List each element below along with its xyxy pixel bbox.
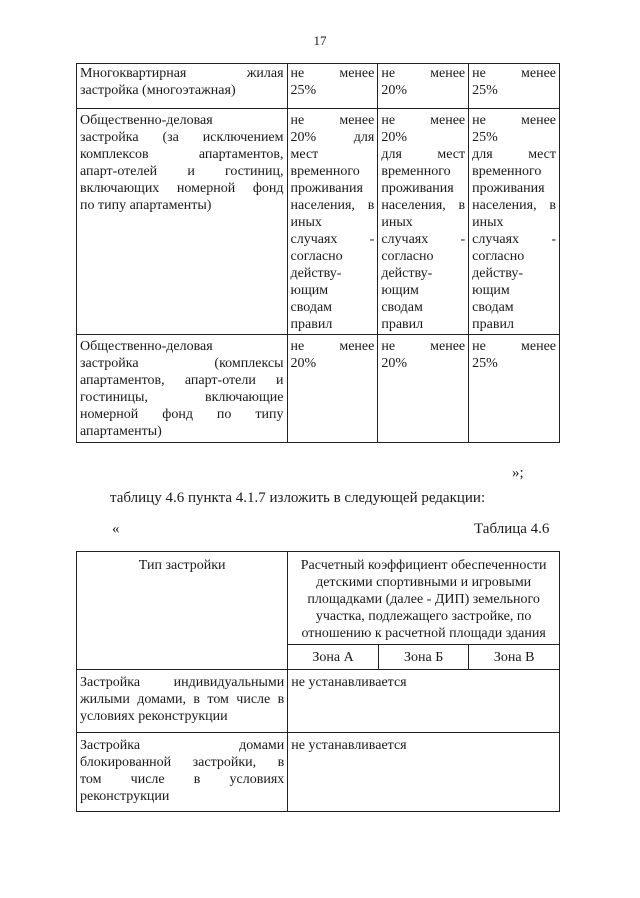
zone-value-line: иных bbox=[381, 215, 413, 230]
zone-value-line: 25% bbox=[472, 356, 498, 371]
zone-value-line: случаях - bbox=[472, 232, 556, 247]
zone-value-cell bbox=[287, 335, 378, 443]
zone-value-line: не менее bbox=[290, 113, 375, 128]
zoning-table-continuation bbox=[76, 63, 560, 443]
building-type-cell bbox=[77, 109, 288, 335]
zone-value-line: 20% bbox=[290, 356, 317, 371]
building-type-cell bbox=[77, 670, 288, 733]
zone-value-line: проживания bbox=[381, 181, 454, 196]
zone-value-cell bbox=[378, 109, 469, 335]
zone-value-line: 20% bbox=[381, 356, 407, 371]
building-type-line: условиях реконструкции bbox=[80, 709, 228, 724]
zone-value-line: мест bbox=[290, 147, 319, 162]
table-header-row bbox=[77, 552, 560, 645]
zone-value-line: не менее bbox=[381, 339, 466, 354]
playground-coefficient-table bbox=[76, 551, 560, 812]
building-type-line: Застройка индивидуальными bbox=[80, 675, 285, 690]
zone-value-line: не менее bbox=[472, 113, 556, 128]
zone-value-cell bbox=[378, 335, 469, 443]
page-number: 17 bbox=[313, 33, 327, 48]
building-type-line: номерной фонд по типу bbox=[80, 407, 284, 422]
building-type-line: включающих номерной фонд bbox=[80, 181, 284, 196]
zone-value-cell bbox=[287, 109, 378, 335]
building-type-line: реконструкции bbox=[80, 789, 170, 804]
building-type-line: том числе в условиях bbox=[80, 772, 285, 787]
zone-value-line: для мест bbox=[381, 147, 466, 162]
building-type-cell bbox=[77, 64, 288, 109]
zone-value-line: временного bbox=[472, 164, 542, 179]
zone-value-line: не менее bbox=[472, 339, 556, 354]
zone-value-line: действу- bbox=[290, 266, 342, 281]
zone-value-line: 20% bbox=[381, 130, 407, 145]
zone-value-line: 20% для bbox=[290, 130, 375, 145]
table-row bbox=[77, 733, 560, 812]
zone-value-line: не менее bbox=[290, 66, 375, 81]
zone-a-header: Зона А bbox=[288, 645, 379, 670]
coefficient-value-cell: не устанавливается bbox=[288, 670, 560, 733]
header-type-cell bbox=[77, 552, 288, 670]
zone-value-line: сводам bbox=[381, 300, 423, 315]
building-type-line: апартаментов, апарт-отели и bbox=[80, 373, 284, 388]
building-type-line: жилыми домами, в том числе в bbox=[80, 692, 285, 707]
amendment-instruction: таблицу 4.6 пункта 4.1.7 изложить в следующей редакции: bbox=[110, 490, 486, 506]
building-type-line: блокированной застройки, в bbox=[80, 755, 285, 770]
building-type-line: Многоквартирная жилая bbox=[80, 66, 284, 81]
header-coef-label: Расчетный коэффициент обеспеченности детскими спортивными и игровыми площадками (далее - ДИП) земельного участка, подлежащего застройке, по отношению к расчетной площади здания bbox=[300, 558, 547, 641]
zone-value-line: согласно bbox=[290, 249, 343, 264]
table-row bbox=[77, 64, 560, 109]
zone-value-line: не менее bbox=[290, 339, 375, 354]
table-row bbox=[77, 335, 560, 443]
building-type-line: Общественно-деловая bbox=[80, 339, 213, 354]
zone-value-line: временного bbox=[290, 164, 360, 179]
building-type-line: застройка (за исключением bbox=[80, 130, 284, 145]
building-type-line: комплексов апартаментов, bbox=[80, 147, 284, 162]
zone-value-line: ющим bbox=[472, 283, 510, 298]
zone-value-line: проживания bbox=[472, 181, 545, 196]
table-title: Таблица 4.6 bbox=[474, 521, 550, 537]
building-type-line: застройка (многоэтажная) bbox=[80, 83, 236, 98]
zone-value-line: не менее bbox=[381, 66, 466, 81]
zone-value-line: ющим bbox=[290, 283, 329, 298]
zone-value-cell bbox=[469, 109, 560, 335]
zone-value-line: населения, в bbox=[290, 198, 375, 213]
zone-value-line: 25% bbox=[472, 130, 498, 145]
zone-value-line: случаях - bbox=[290, 232, 375, 247]
zone-b-header: Зона Б bbox=[378, 645, 469, 670]
zone-value-line: согласно bbox=[381, 249, 434, 264]
zone-value-line: иных bbox=[290, 215, 322, 230]
closing-quote: »; bbox=[512, 465, 524, 481]
zone-value-line: сводам bbox=[472, 300, 514, 315]
zone-value-line: действу- bbox=[381, 266, 433, 281]
building-type-cell bbox=[77, 733, 288, 812]
zone-value-line: ющим bbox=[381, 283, 419, 298]
zone-value-line: 25% bbox=[290, 83, 317, 98]
header-type-label: Тип застройки bbox=[138, 558, 226, 573]
zone-value-cell bbox=[469, 335, 560, 443]
zone-value-line: не менее bbox=[472, 66, 556, 81]
zone-value-line: не менее bbox=[381, 113, 466, 128]
zone-value-line: согласно bbox=[472, 249, 525, 264]
building-type-line: Общественно-деловая bbox=[80, 113, 213, 128]
zone-value-line: иных bbox=[472, 215, 504, 230]
table-row bbox=[77, 109, 560, 335]
building-type-cell bbox=[77, 335, 288, 443]
table-row bbox=[77, 670, 560, 733]
header-coef-cell bbox=[288, 552, 560, 645]
zone-value-line: населения, в bbox=[472, 198, 556, 213]
zone-value-line: временного bbox=[381, 164, 451, 179]
building-type-line: гостиницы, включающие bbox=[80, 390, 284, 405]
zone-c-header: Зона В bbox=[469, 645, 560, 670]
building-type-line: застройка (комплексы bbox=[80, 356, 284, 371]
building-type-line: апарт-отелей и гостиниц, bbox=[80, 164, 284, 179]
zone-value-cell bbox=[287, 64, 378, 109]
zone-value-line: правил bbox=[381, 317, 424, 332]
coefficient-value-cell: не устанавливается bbox=[288, 733, 560, 812]
building-type-line: Застройка домами bbox=[80, 738, 285, 753]
zone-value-line: для мест bbox=[472, 147, 556, 162]
zone-value-cell bbox=[469, 64, 560, 109]
zone-value-line: 20% bbox=[381, 83, 407, 98]
zone-value-line: проживания bbox=[290, 181, 363, 196]
zone-value-line: 25% bbox=[472, 83, 498, 98]
zone-value-cell bbox=[378, 64, 469, 109]
building-type-line: по типу апартаменты) bbox=[80, 198, 212, 213]
zone-value-line: случаях - bbox=[381, 232, 466, 247]
zone-value-line: сводам bbox=[290, 300, 333, 315]
building-type-line: апартаменты) bbox=[80, 424, 162, 439]
zone-value-line: действу- bbox=[472, 266, 524, 281]
zone-value-line: правил bbox=[472, 317, 514, 332]
zone-value-line: населения, в bbox=[381, 198, 466, 213]
zone-value-line: правил bbox=[290, 317, 333, 332]
opening-quote: « bbox=[112, 521, 120, 537]
